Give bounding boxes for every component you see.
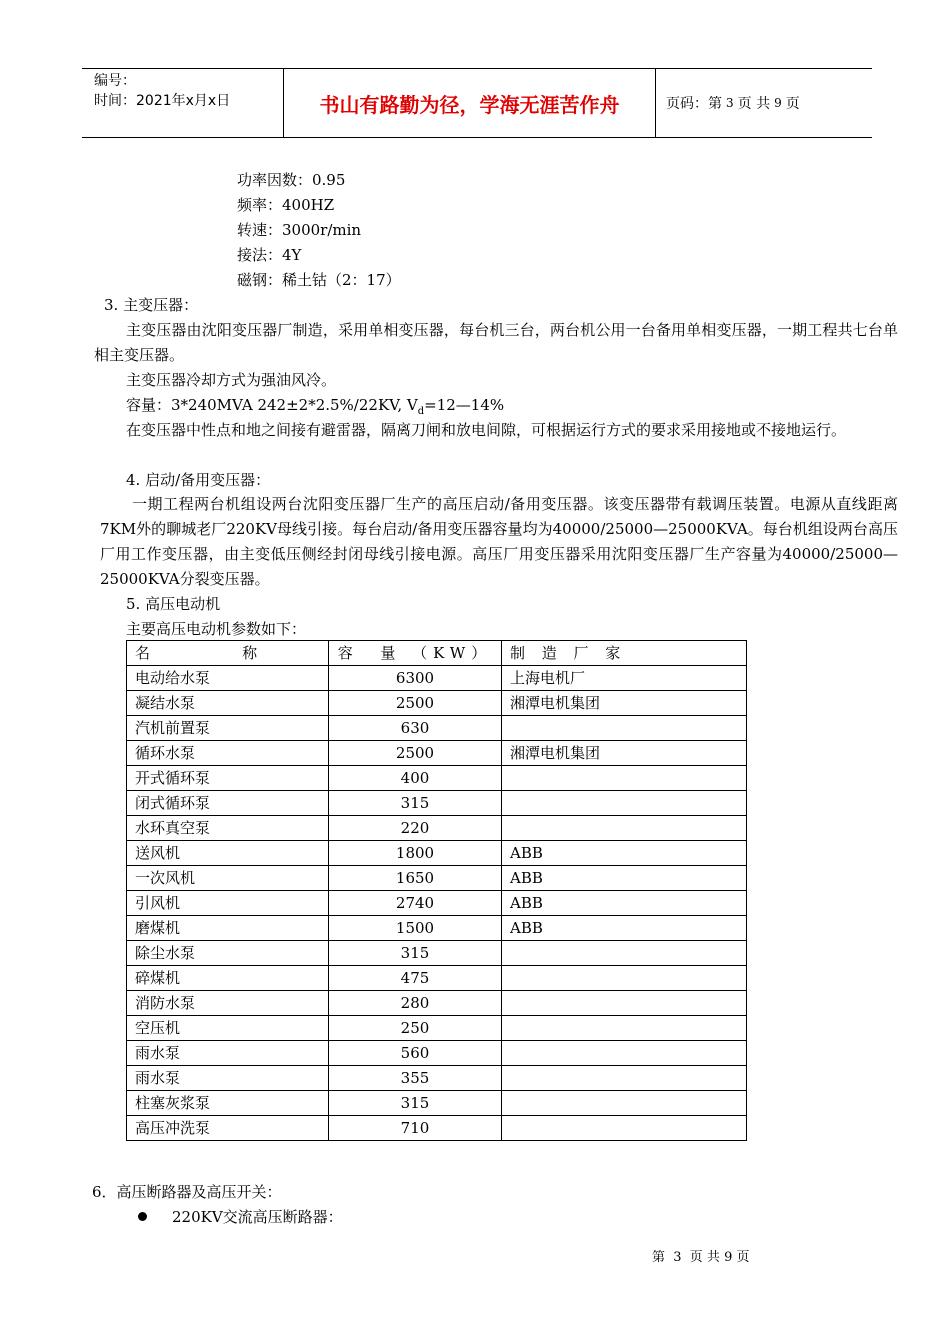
motor-name: 碎煤机 (127, 966, 329, 991)
motor-capacity: 1800 (329, 841, 502, 866)
capacity-subscript: d (417, 406, 425, 417)
motor-capacity: 1650 (329, 866, 502, 891)
table-row (127, 766, 747, 791)
motor-manufacturer (502, 766, 747, 791)
capacity-main: 容量：3*240MVA 242±2*2.5%/22KV, V (126, 396, 418, 414)
motor-name: 消防水泵 (127, 991, 329, 1016)
header-manufacturer: 制 造 厂 家 (502, 641, 747, 666)
table-row (127, 866, 747, 891)
document-number-label: 编号： (94, 73, 136, 89)
motor-name: 引风机 (127, 891, 329, 916)
motor-manufacturer: ABB (502, 916, 747, 941)
header-name: 名 称 (127, 641, 329, 666)
section-3-para-4: 在变压器中性点和地之间接有避雷器，隔离刀闸和放电间隙，可根据运行方式的要求采用接地或不接地运行。 (126, 421, 847, 439)
motor-manufacturer: ABB (502, 841, 747, 866)
page-total: 9 (774, 96, 782, 110)
motor-capacity: 710 (329, 1116, 502, 1141)
table-row (127, 1066, 747, 1091)
table-row (127, 666, 747, 691)
motor-capacity: 250 (329, 1016, 502, 1041)
section-3-para-1: 主变压器由沈阳变压器厂制造，采用单相变压器，每台机三台，两台机公用一台备用单相变压器，一期工程共七台单相主变压器。 (94, 321, 898, 364)
section-6-bullet-text: 220KV交流高压断路器： (172, 1208, 343, 1226)
header-motto: 书山有路勤为径，学海无涯苦作舟 (284, 69, 656, 137)
motor-parameter-table (126, 640, 747, 1141)
motor-name: 雨水泵 (127, 1066, 329, 1091)
motor-manufacturer: 湘潭电机集团 (502, 691, 747, 716)
header-capacity: 容 量 （KW） (329, 641, 502, 666)
motor-capacity: 630 (329, 716, 502, 741)
table-row (127, 966, 747, 991)
page-mid: 页 共 (737, 96, 771, 112)
table-row (127, 1041, 747, 1066)
table-row (127, 941, 747, 966)
section-5-title: 5. 高压电动机 (126, 595, 221, 613)
header-meta (82, 69, 284, 137)
motor-capacity: 6300 (329, 666, 502, 691)
section-4-title: 4. 启动/备用变压器： (126, 471, 271, 489)
motor-capacity: 355 (329, 1066, 502, 1091)
motor-manufacturer (502, 1116, 747, 1141)
table-row (127, 891, 747, 916)
motor-name: 磨煤机 (127, 916, 329, 941)
section-5-intro: 主要高压电动机参数如下： (126, 620, 307, 638)
table-row (127, 741, 747, 766)
motor-capacity: 280 (329, 991, 502, 1016)
table-row (127, 1116, 747, 1141)
table-row (127, 916, 747, 941)
motor-name: 除尘水泵 (127, 941, 329, 966)
motor-manufacturer (502, 1016, 747, 1041)
spec-magnet: 磁钢：稀土钴（2：17） (237, 271, 401, 289)
motor-capacity: 475 (329, 966, 502, 991)
motor-manufacturer: 上海电机厂 (502, 666, 747, 691)
spec-speed: 转速：3000r/min (237, 221, 362, 239)
motor-capacity: 2500 (329, 691, 502, 716)
motor-manufacturer (502, 1041, 747, 1066)
motor-capacity: 2500 (329, 741, 502, 766)
motor-name: 柱塞灰浆泵 (127, 1091, 329, 1116)
page-header (82, 68, 872, 138)
table-row (127, 1091, 747, 1116)
motor-manufacturer: ABB (502, 866, 747, 891)
section-4-para-1: 一期工程两台机组设两台沈阳变压器厂生产的高压启动/备用变压器。该变压器带有载调压装置。电源从直线距离7KM外的聊城老厂220KV母线引接。每台启动/备用变压器容量均为40000/25000—25000KVA。每台机组设两台高压厂用工作变压器，由主变低压侧经封闭母线引接电源。高压厂用变压器采用沈阳变压器厂生产容量为40000/25000—25000KVA分裂变压器。 (100, 495, 898, 588)
motor-manufacturer (502, 816, 747, 841)
document-date: 时间：2021年x月x日 (94, 93, 231, 109)
spec-frequency: 频率：400HZ (237, 196, 335, 214)
motor-manufacturer (502, 791, 747, 816)
motor-capacity: 315 (329, 1091, 502, 1116)
page-suffix: 页 (785, 96, 800, 112)
table-row (127, 816, 747, 841)
motor-name: 循环水泵 (127, 741, 329, 766)
motor-name: 开式循环泵 (127, 766, 329, 791)
motor-manufacturer (502, 941, 747, 966)
motor-manufacturer (502, 716, 747, 741)
motor-manufacturer (502, 1066, 747, 1091)
motor-name: 一次风机 (127, 866, 329, 891)
table-row (127, 991, 747, 1016)
motor-name: 电动给水泵 (127, 666, 329, 691)
table-row (127, 841, 747, 866)
table-row (127, 791, 747, 816)
motor-manufacturer: ABB (502, 891, 747, 916)
section-6-title: 6．高压断路器及高压开关： (92, 1183, 282, 1201)
motor-manufacturer (502, 966, 747, 991)
motor-name: 高压冲洗泵 (127, 1116, 329, 1141)
motor-capacity: 315 (329, 791, 502, 816)
motor-manufacturer (502, 991, 747, 1016)
motor-capacity: 220 (329, 816, 502, 841)
motor-name: 汽机前置泵 (127, 716, 329, 741)
motor-capacity: 315 (329, 941, 502, 966)
spec-power-factor: 功率因数：0.95 (237, 171, 346, 189)
motor-capacity: 560 (329, 1041, 502, 1066)
motor-capacity: 1500 (329, 916, 502, 941)
capacity-impedance: =12—14% (424, 396, 505, 414)
motor-name: 空压机 (127, 1016, 329, 1041)
motor-name: 水环真空泵 (127, 816, 329, 841)
motor-manufacturer: 湘潭电机集团 (502, 741, 747, 766)
motor-name: 送风机 (127, 841, 329, 866)
table-row (127, 1016, 747, 1041)
motor-name: 雨水泵 (127, 1041, 329, 1066)
motor-capacity: 400 (329, 766, 502, 791)
header-page-number (656, 69, 872, 137)
table-row (127, 691, 747, 716)
table-header-row (127, 641, 747, 666)
motor-manufacturer (502, 1091, 747, 1116)
bullet-icon (138, 1212, 147, 1221)
section-3-para-2: 主变压器冷却方式为强油风冷。 (126, 371, 337, 389)
page-current: 3 (726, 96, 734, 110)
page-prefix: 页码：第 (666, 96, 722, 112)
table-row (127, 716, 747, 741)
motor-capacity: 2740 (329, 891, 502, 916)
motor-name: 凝结水泵 (127, 691, 329, 716)
page-footer: 第 3 页 共 9 页 (652, 1250, 750, 1265)
section-3-title: 3. 主变压器： (104, 296, 199, 314)
motor-name: 闭式循环泵 (127, 791, 329, 816)
spec-connection: 接法：4Y (237, 246, 302, 264)
